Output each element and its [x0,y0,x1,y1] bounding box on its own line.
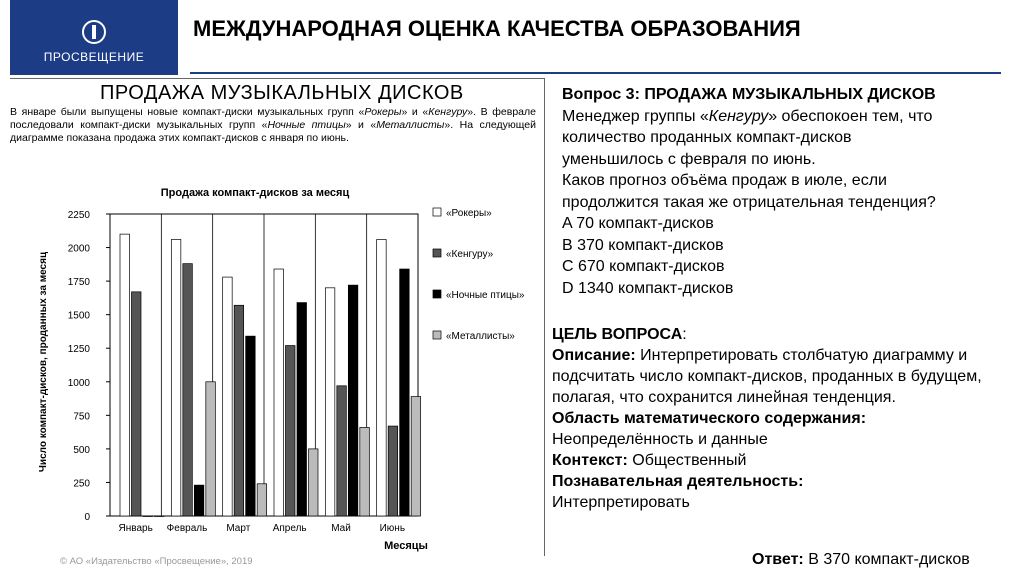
y-tick-label: 750 [73,411,90,423]
answer: Ответ: В 370 компакт-дисков [752,551,970,568]
legend-swatch [433,290,441,298]
bar [325,288,335,516]
option-b: B 370 компакт-дисков [562,236,724,254]
bar [194,485,204,516]
x-tick-label: Июнь [379,523,406,534]
activity-text: Интерпретировать [552,494,690,511]
bar [286,346,296,516]
bar [234,305,244,516]
x-tick-label: Март [226,523,251,534]
y-tick-label: 2000 [67,243,90,255]
legend-swatch [433,208,441,216]
bar [411,397,421,516]
x-tick-label: Февраль [166,523,208,534]
bar [223,277,233,516]
bar [337,386,347,516]
bar [377,240,387,516]
bar [274,269,284,516]
bar [155,516,165,517]
copyright: © АО «Издательство «Просвещение», 2019 [60,556,253,567]
context-label: Контекст: [552,452,628,469]
y-tick-label: 1750 [67,277,90,289]
x-tick-label: Апрель [272,523,307,534]
y-tick-label: 2250 [67,210,90,221]
legend-swatch [433,331,441,339]
activity-label: Познавательная деятельность: [552,473,804,490]
option-c: C 670 компакт-дисков [562,258,725,275]
y-tick-label: 1250 [67,344,90,356]
legend-label: «Рокеры» [446,208,492,219]
legend-label: «Металлисты» [446,331,515,342]
y-tick-label: 250 [73,478,90,490]
bar [297,303,307,516]
bar [143,516,153,517]
legend-swatch [433,249,441,257]
sales-bar-chart [0,180,545,556]
question-block: Вопрос 3: ПРОДАЖА МУЗЫКАЛЬНЫХ ДИСКОВ Менеджер группы «Кенгуру» обеспокоен тем, что количество проданных компакт-дисков уменьшилось с февраля по июнь. Каков прогноз объёма продаж в июле, если продолжится такая же отрицательная тенденция? A 70 компакт-дисков B 370 компакт-дисков C 670 компакт-дисков D 1340 компакт-дисков [562,84,1017,299]
option-a: A 70 компакт-дисков [562,215,714,232]
bar [183,264,193,516]
legend-label: «Кенгуру» [446,249,494,260]
description-text: Интерпретировать столбчатую диаграмму и подсчитать число компакт-дисков, проданных в будущем, полагая, что сохранится линейная тенденция. [552,347,982,406]
bar [388,426,398,516]
logo-text: ПРОСВЕЩЕНИЕ [43,50,145,64]
bar [171,240,181,516]
option-d: D 1340 компакт-дисков [562,279,734,297]
header-divider [190,72,1001,74]
y-tick-label: 0 [84,512,90,523]
page-title: МЕЖДУНАРОДНАЯ ОЦЕНКА КАЧЕСТВА ОБРАЗОВАНИЯ [193,16,801,41]
description-label: Описание: [552,347,636,364]
chart-title: Продажа компакт-дисков за месяц [160,187,350,199]
bar [132,292,142,516]
question-heading: Вопрос 3: ПРОДАЖА МУЗЫКАЛЬНЫХ ДИСКОВ [562,86,936,103]
logo-emblem-icon [82,20,106,44]
y-tick-label: 1000 [67,377,90,389]
x-tick-label: Май [331,523,351,534]
legend-label: «Ночные птицы» [446,290,525,301]
task-title: ПРОДАЖА МУЗЫКАЛЬНЫХ ДИСКОВ [100,82,464,104]
bar [400,269,410,516]
x-tick-label: Январь [118,523,153,534]
chart-x-axis-label: Месяцы [384,540,428,552]
bar [246,336,256,516]
bar [360,427,370,516]
goal-heading: ЦЕЛЬ ВОПРОСА [552,326,683,343]
chart-y-axis-label: Число компакт-дисков, проданных за месяц [38,251,49,473]
bar [348,285,358,516]
bar [257,484,267,516]
y-tick-label: 500 [73,444,90,456]
y-tick-label: 1500 [67,310,90,322]
publisher-logo [10,0,178,75]
bar [206,382,216,516]
area-label: Область математического содержания: [552,410,867,427]
bar [309,449,319,516]
task-text: В январе были выпущены новые компакт-диски музыкальных групп «Рокеры» и «Кенгуру». В феврале последовали компакт-диски музыкальных групп «Ночные птицы» и «Металлисты». На следующей диаграмме показана продажа этих компакт-дисков с января по июнь. [10,106,536,144]
area-text: Неопределённость и данные [552,431,768,448]
bar [120,234,130,516]
context-text: Общественный [627,452,747,469]
goal-block: ЦЕЛЬ ВОПРОСА: Описание: Интерпретировать столбчатую диаграмму и подсчитать число компакт-дисков, проданных в будущем, полагая, что сохранится линейная тенденция. Область математического содержания: Неопределённость и данные Контекст: Общественный Познавательная деятельность: Интерпретировать [552,324,1012,513]
